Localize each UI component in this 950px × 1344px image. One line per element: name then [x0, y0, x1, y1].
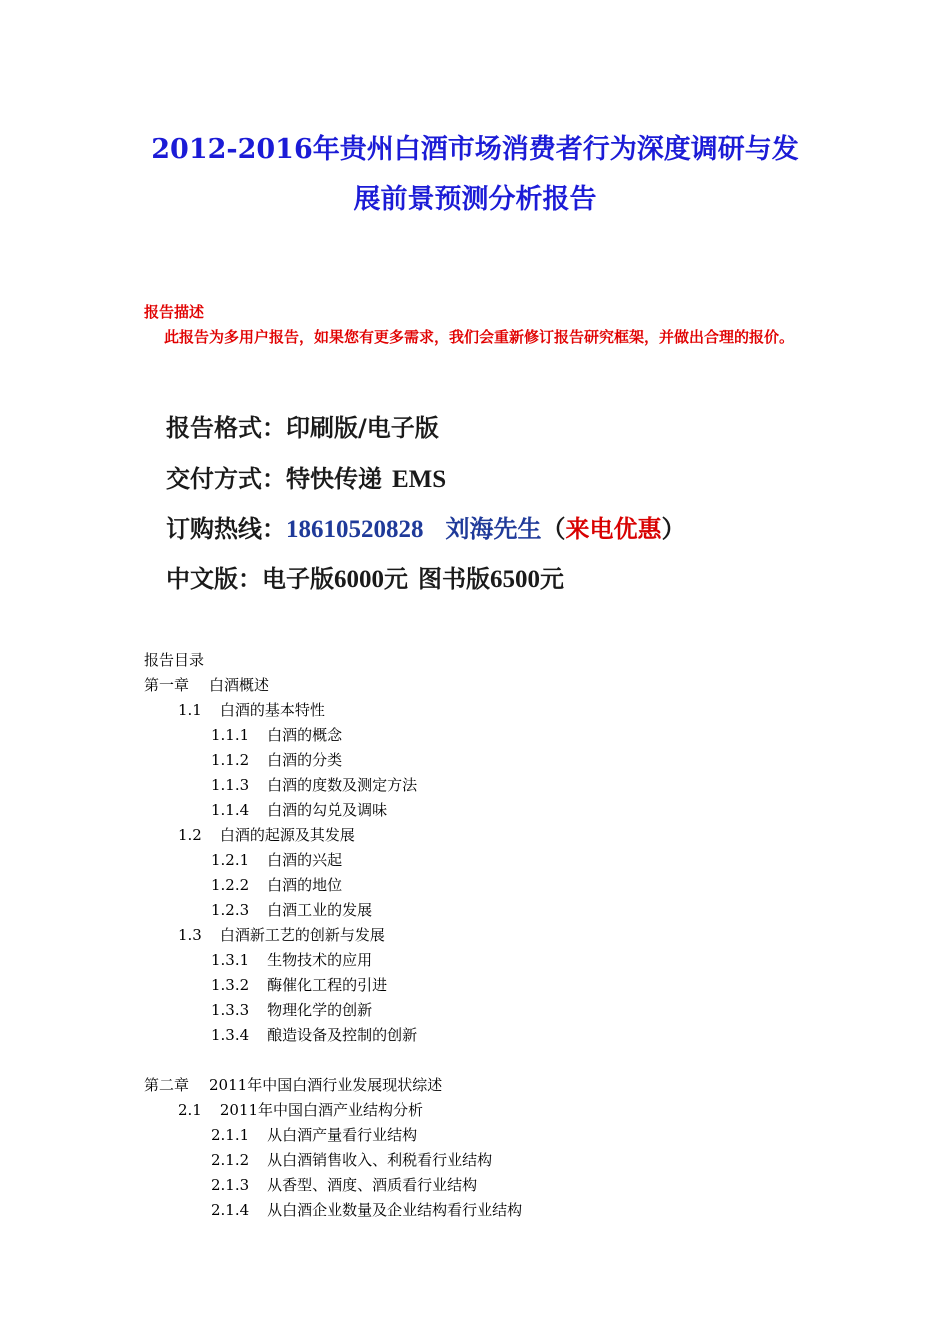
- toc-item-number: 1.1: [178, 701, 202, 719]
- toc-item-number: 1.1.2: [211, 751, 250, 769]
- format-label: 报告格式：: [166, 414, 286, 442]
- toc-item-text: 从白酒企业数量及企业结构看行业结构: [267, 1201, 523, 1219]
- toc-item-number: 1.3.4: [211, 1026, 250, 1044]
- toc-item: [211, 1123, 417, 1147]
- toc-item-number: 2.1: [178, 1101, 202, 1119]
- toc-item-text: 生物技术的应用: [267, 951, 373, 969]
- report-title-line-2: 展前景预测分析报告: [353, 184, 597, 215]
- info-delivery-row: [166, 461, 446, 498]
- toc-item-text: 白酒的概念: [267, 726, 343, 744]
- toc-item-number: 2.1.3: [211, 1176, 250, 1194]
- toc-item: [178, 1098, 423, 1122]
- info-price-row: [166, 561, 564, 598]
- order-contact: 刘海先生: [445, 515, 542, 543]
- toc-item: [211, 873, 342, 897]
- report-title-line-1: 2012-2016年贵州白酒市场消费者行为深度调研与发: [151, 134, 799, 165]
- toc-item-number: 1.3.3: [211, 1001, 250, 1019]
- toc-item-text: 从白酒产量看行业结构: [267, 1126, 418, 1144]
- toc-item: [211, 948, 372, 972]
- toc-item-text: 白酒工业的发展: [267, 901, 373, 919]
- delivery-value: 特快传递: [286, 465, 382, 493]
- price-ebook-label: 电子版: [262, 565, 334, 593]
- delivery-label: 交付方式：: [166, 465, 286, 493]
- toc-item-number: 1.2.2: [211, 876, 250, 894]
- price-ebook-unit: 元: [384, 565, 408, 593]
- toc-item: [178, 923, 385, 947]
- toc-item-number: 1.1.1: [211, 726, 250, 744]
- toc-item-text: 白酒的兴起: [267, 851, 343, 869]
- toc-item-text: 白酒概述: [209, 676, 270, 694]
- toc-item: [211, 1198, 522, 1222]
- toc-item: [211, 848, 342, 872]
- price-book-label: 图书版: [418, 565, 490, 593]
- toc-item-number: 2.1.2: [211, 1151, 250, 1169]
- toc-item-number: 1.1.4: [211, 801, 250, 819]
- toc-item-number: 2.1.1: [211, 1126, 250, 1144]
- toc-item-text: 从香型、酒度、酒质看行业结构: [267, 1176, 478, 1194]
- description-heading: 报告描述: [144, 303, 205, 321]
- toc-item-text: 白酒的度数及测定方法: [267, 776, 418, 794]
- order-paren-close: ）: [661, 515, 686, 543]
- info-format-row: [166, 410, 439, 446]
- toc-item-number: 1.2.1: [211, 851, 250, 869]
- toc-item-number: 第二章: [144, 1076, 190, 1094]
- order-label: 订购热线：: [166, 515, 286, 543]
- toc-item-text: 白酒的基本特性: [219, 701, 325, 719]
- toc-item: [211, 898, 372, 922]
- toc-item: [211, 973, 387, 997]
- toc-item-number: 1.3.2: [211, 976, 250, 994]
- toc-item: [144, 673, 269, 697]
- toc-heading: 报告目录: [144, 651, 205, 669]
- toc-item-number: 第一章: [144, 676, 190, 694]
- toc-item: [211, 748, 342, 772]
- toc-item-number: 1.1.3: [211, 776, 250, 794]
- description-body: 此报告为多用户报告，如果您有更多需求，我们会重新修订报告研究框架，并做出合理的报价。: [164, 328, 795, 346]
- toc-item: [211, 1023, 417, 1047]
- toc-item-text: 2011年中国白酒行业发展现状综述: [209, 1076, 443, 1094]
- toc-item: [211, 723, 342, 747]
- toc-item-text: 物理化学的创新: [267, 1001, 373, 1019]
- toc-item-text: 酿造设备及控制的创新: [267, 1026, 418, 1044]
- price-book-number: 6500: [490, 566, 540, 593]
- toc-item-text: 从白酒销售收入、利税看行业结构: [267, 1151, 493, 1169]
- toc-item-number: 1.3: [178, 926, 202, 944]
- toc-item: [211, 998, 372, 1022]
- toc-item-number: 1.2.3: [211, 901, 250, 919]
- toc-item-text: 白酒的分类: [267, 751, 343, 769]
- info-order-row: [166, 511, 686, 548]
- toc-item-text: 酶催化工程的引进: [267, 976, 388, 994]
- toc-item-number: 1.3.1: [211, 951, 250, 969]
- toc-item-number: 2.1.4: [211, 1201, 250, 1219]
- toc-item: [211, 1173, 477, 1197]
- toc-item: [211, 773, 417, 797]
- order-phone[interactable]: 18610520828: [286, 516, 424, 543]
- toc-item-text: 白酒的地位: [267, 876, 343, 894]
- toc-item-text: 白酒的起源及其发展: [219, 826, 355, 844]
- order-promo: 来电优惠: [565, 515, 662, 543]
- price-label: 中文版：: [166, 565, 262, 593]
- toc-item: [178, 698, 325, 722]
- delivery-ems: EMS: [392, 466, 447, 493]
- order-paren-open: （: [541, 515, 566, 543]
- price-book-unit: 元: [540, 565, 564, 593]
- toc-item-text: 白酒新工艺的创新与发展: [219, 926, 385, 944]
- toc-item-number: 1.2: [178, 826, 202, 844]
- toc-item: [211, 1148, 492, 1172]
- toc-item: [144, 1073, 442, 1097]
- price-ebook-number: 6000: [334, 566, 384, 593]
- toc-item: [211, 798, 387, 822]
- toc-item-text: 白酒的勾兑及调味: [267, 801, 388, 819]
- toc-item: [178, 823, 355, 847]
- toc-item-text: 2011年中国白酒产业结构分析: [219, 1101, 424, 1119]
- format-value: 印刷版/电子版: [286, 414, 439, 442]
